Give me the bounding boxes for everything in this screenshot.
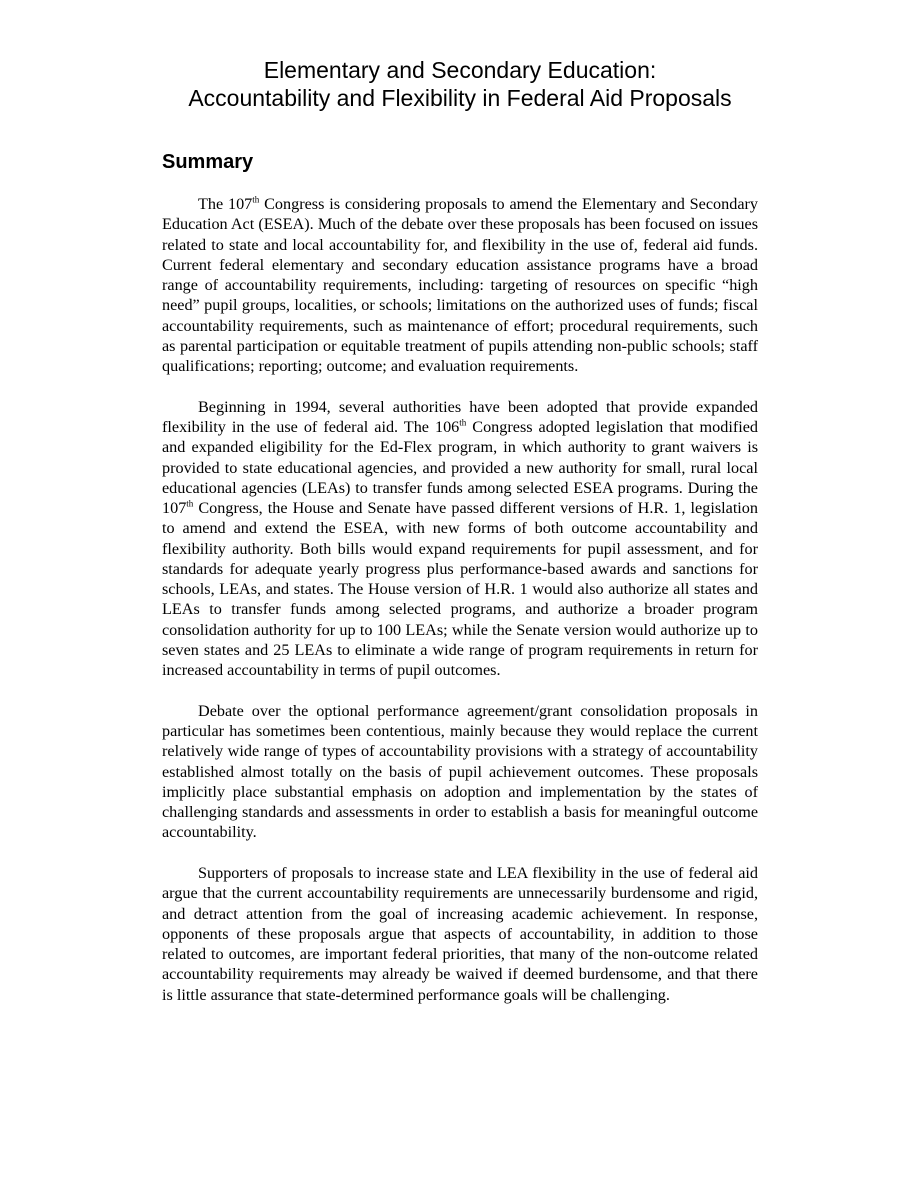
document-page xyxy=(162,56,758,1025)
paragraph-1-text-b: Congress is considering proposals to amend the Elementary and Secondary Education Act (ESEA). Much of the debate over these proposals has been focused on issues related to state and local accountability for, and flexibility in the use of, federal aid funds. Current federal elementary and secondary education assistance programs have a broad range of accountability requirements, including: targeting of resources on specific “high need” pupil groups, localities, or schools; limitations on the authorized uses of funds; fiscal accountability requirements, such as maintenance of effort; procedural requirements, such as parental participation or equitable treatment of pupils attending non-public schools; staff qualifications; reporting; outcome; and evaluation requirements. xyxy=(162,195,759,375)
paragraph-1 xyxy=(162,194,758,376)
document-title xyxy=(162,56,758,112)
paragraph-2-text-a: Beginning in 1994, several authorities have been adopted that provide expanded flexibility in the use of federal aid. The 106 xyxy=(162,397,758,436)
paragraph-1-text-a: The 107 xyxy=(198,195,253,213)
paragraph-3: Debate over the optional performance agreement/grant consolidation proposals in particular has sometimes been contentious, mainly because they would replace the current relatively wide range of types of accountability provisions with a strategy of accountability established almost totally on the basis of pupil achievement outcomes. These proposals implicitly place substantial emphasis on adoption and implementation by the states of challenging standards and assessments in order to establish a basis for meaningful outcome accountability. xyxy=(162,701,758,842)
title-line-2: Accountability and Flexibility in Federal Aid Proposals xyxy=(188,85,732,111)
ordinal-suffix: th xyxy=(252,194,260,205)
title-line-1: Elementary and Secondary Education: xyxy=(263,57,657,83)
ordinal-suffix: th xyxy=(459,417,467,428)
paragraph-2 xyxy=(162,397,758,681)
paragraph-4: Supporters of proposals to increase state and LEA flexibility in the use of federal aid argue that the current accountability requirements are unnecessarily burdensome and rigid, and detract attention from the goal of increasing academic achievement. In response, opponents of these proposals argue that aspects of accountability, in addition to those related to outcomes, are important federal priorities, that many of the non-outcome related accountability requirements may already be waived if deemed burdensome, and that there is little assurance that state-determined performance goals will be challenging. xyxy=(162,864,758,1004)
ordinal-suffix: th xyxy=(186,498,194,509)
paragraph-2-text-c: Congress, the House and Senate have passed different versions of H.R. 1, legislation to amend and extend the ESEA, with new forms of both outcome accountability and flexibility authority. Both bills would expand requirements for pupil assessment, and for standards for adequate yearly progress plus performance-based awards and sanctions for schools, LEAs, and states. The House version of H.R. 1 would also authorize all states and LEAs to transfer funds among selected programs, and authorize a broader program consolidation authority for up to 100 LEAs; while the Senate version would authorize up to seven states and 25 LEAs to eliminate a wide range of program requirements in return for increased accountability in terms of pupil outcomes. xyxy=(162,499,758,679)
paragraph-2-text-b: Congress adopted legislation that modified and expanded eligibility for the Ed-Flex program, in which authority to grant waivers is provided to state educational agencies, and provided a new authority for small, rural local educational agencies (LEAs) to transfer funds among selected ESEA programs. During the 107 xyxy=(162,418,758,517)
section-heading-summary: Summary xyxy=(162,151,254,173)
